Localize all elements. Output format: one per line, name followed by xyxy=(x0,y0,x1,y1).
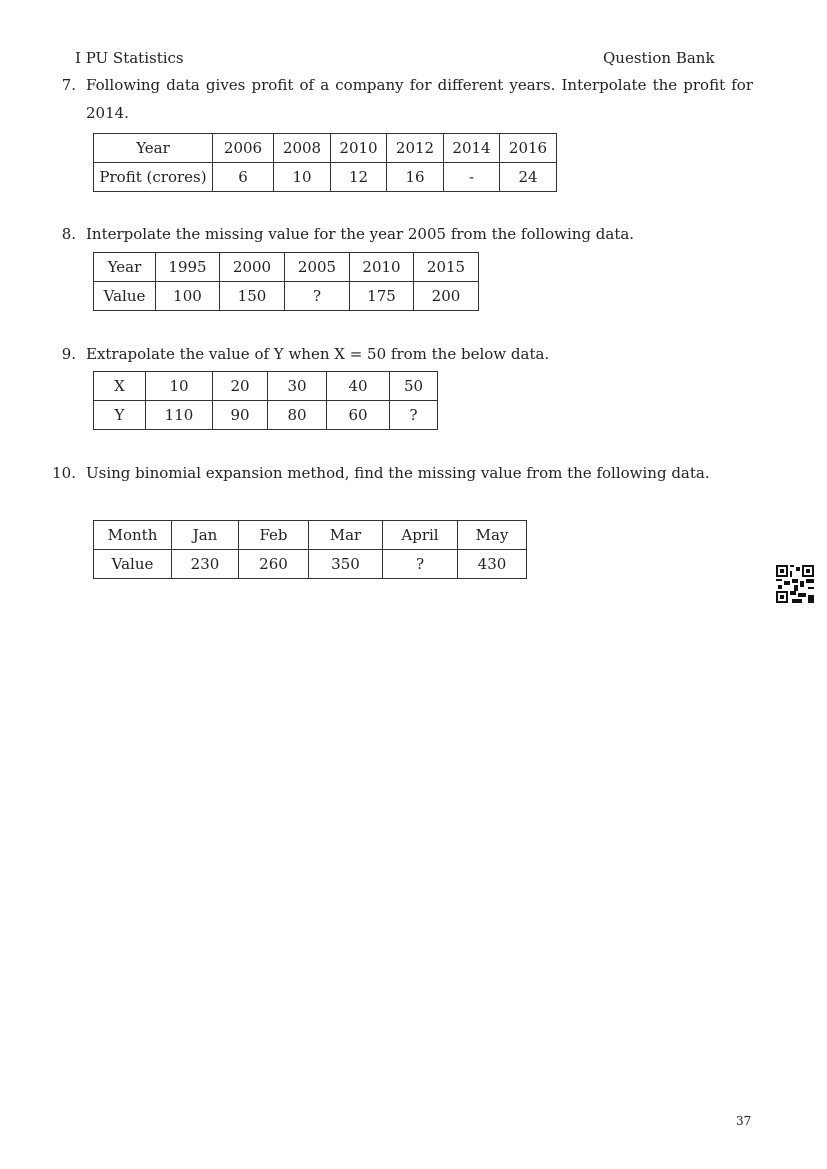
table-cell: 150 xyxy=(220,282,285,311)
table-cell: 90 xyxy=(213,401,268,430)
table-cell: Mar xyxy=(309,521,383,550)
table-cell: 2000 xyxy=(220,253,285,282)
table-cell: 16 xyxy=(387,163,444,192)
table-cell: ? xyxy=(383,550,458,579)
row-header-cell: Year xyxy=(94,134,213,163)
table-cell: 110 xyxy=(146,401,213,430)
row-header-cell: Y xyxy=(94,401,146,430)
table-cell: - xyxy=(444,163,500,192)
row-header-cell: Profit (crores) xyxy=(94,163,213,192)
table-cell: 60 xyxy=(327,401,390,430)
row-header-cell: Value xyxy=(94,282,156,311)
table-row xyxy=(94,550,527,579)
table-cell: 10 xyxy=(274,163,331,192)
question-number: 8. xyxy=(61,225,76,243)
table-cell: Feb xyxy=(239,521,309,550)
table-cell: 20 xyxy=(213,372,268,401)
table-cell: 260 xyxy=(239,550,309,579)
table-cell: 2005 xyxy=(285,253,350,282)
qr-code-icon xyxy=(776,565,814,603)
table-cell: 2010 xyxy=(350,253,414,282)
table-cell: 40 xyxy=(327,372,390,401)
table-cell: 12 xyxy=(331,163,387,192)
table-cell: 2012 xyxy=(387,134,444,163)
table-row xyxy=(94,134,557,163)
table-row xyxy=(94,282,479,311)
table-cell: 2010 xyxy=(331,134,387,163)
question-text: Using binomial expansion method, find the missing value from the following data. xyxy=(86,464,710,482)
row-header-cell: Value xyxy=(94,550,172,579)
table-cell: April xyxy=(383,521,458,550)
table-cell: 2008 xyxy=(274,134,331,163)
row-header-cell: Month xyxy=(94,521,172,550)
table-cell: 2006 xyxy=(213,134,274,163)
table-row xyxy=(94,521,527,550)
question-number: 7. xyxy=(61,76,76,94)
table-cell: 2015 xyxy=(414,253,479,282)
data-table xyxy=(93,520,527,579)
data-table xyxy=(93,371,438,430)
table-cell: 80 xyxy=(268,401,327,430)
table-cell: 30 xyxy=(268,372,327,401)
table-cell: 100 xyxy=(156,282,220,311)
table-cell: 2016 xyxy=(500,134,557,163)
question-text: Interpolate the missing value for the year 2005 from the following data. xyxy=(86,225,635,243)
page-number: 37 xyxy=(736,1114,752,1128)
table-row xyxy=(94,401,438,430)
table-cell: 50 xyxy=(390,372,438,401)
table-cell: Jan xyxy=(172,521,239,550)
table-cell: 24 xyxy=(500,163,557,192)
table-cell: ? xyxy=(285,282,350,311)
table-cell: May xyxy=(458,521,527,550)
question-number: 9. xyxy=(61,345,76,363)
table-cell: 200 xyxy=(414,282,479,311)
table-row xyxy=(94,253,479,282)
header-right: Question Bank xyxy=(603,49,715,67)
question-text: Extrapolate the value of Y when X = 50 from the below data. xyxy=(86,345,550,363)
table-cell: 350 xyxy=(309,550,383,579)
data-table xyxy=(93,133,557,192)
row-header-cell: X xyxy=(94,372,146,401)
table-cell: 10 xyxy=(146,372,213,401)
row-header-cell: Year xyxy=(94,253,156,282)
table-cell: 1995 xyxy=(156,253,220,282)
table-row xyxy=(94,372,438,401)
table-cell: 430 xyxy=(458,550,527,579)
table-cell: 6 xyxy=(213,163,274,192)
table-cell: 175 xyxy=(350,282,414,311)
question-number: 10. xyxy=(52,464,76,482)
table-cell: 2014 xyxy=(444,134,500,163)
header-left: I PU Statistics xyxy=(75,49,184,67)
data-table xyxy=(93,252,479,311)
table-row xyxy=(94,163,557,192)
table-cell: 230 xyxy=(172,550,239,579)
question-text: Following data gives profit of a company for different years. Interpolate the profit for 2014. xyxy=(86,76,753,122)
table-cell: ? xyxy=(390,401,438,430)
